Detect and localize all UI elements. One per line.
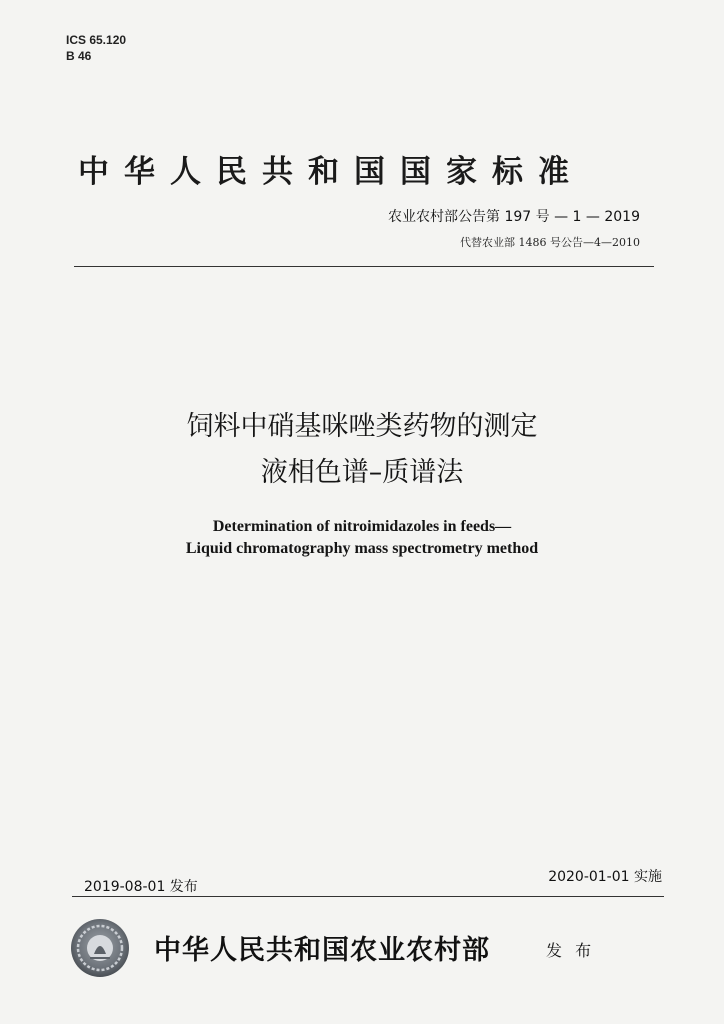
title-cn-line2: 液相色谱–质谱法 xyxy=(260,457,464,488)
top-divider xyxy=(74,266,654,267)
issue-date: 2019-08-01 发布 xyxy=(84,879,198,895)
bottom-divider xyxy=(72,896,664,897)
ministry-emblem-icon xyxy=(70,918,130,978)
issuing-ministry: 中华人民共和国农业农村部 xyxy=(154,935,490,966)
publish-label: 发 布 xyxy=(546,941,596,960)
replaces-standard: 代替农业部 1486 号公告—4—2010 xyxy=(460,236,640,249)
title-en-line2: Liquid chromatography mass spectrometry method xyxy=(185,540,539,557)
implementation-date: 2020-01-01 实施 xyxy=(548,869,662,885)
title-en-line1: Determination of nitroimidazoles in feeds— xyxy=(212,518,512,535)
classification-codes xyxy=(66,32,126,64)
title-cn-line1: 饲料中硝基咪唑类药物的测定 xyxy=(186,411,538,442)
ics-code: ICS 65.120 xyxy=(66,33,127,47)
standard-number: 农业农村部公告第 197 号 — 1 — 2019 xyxy=(388,209,640,225)
national-standard-title: 中华人民共和国国家标准 xyxy=(78,154,584,190)
ccs-code: B 46 xyxy=(66,49,92,63)
